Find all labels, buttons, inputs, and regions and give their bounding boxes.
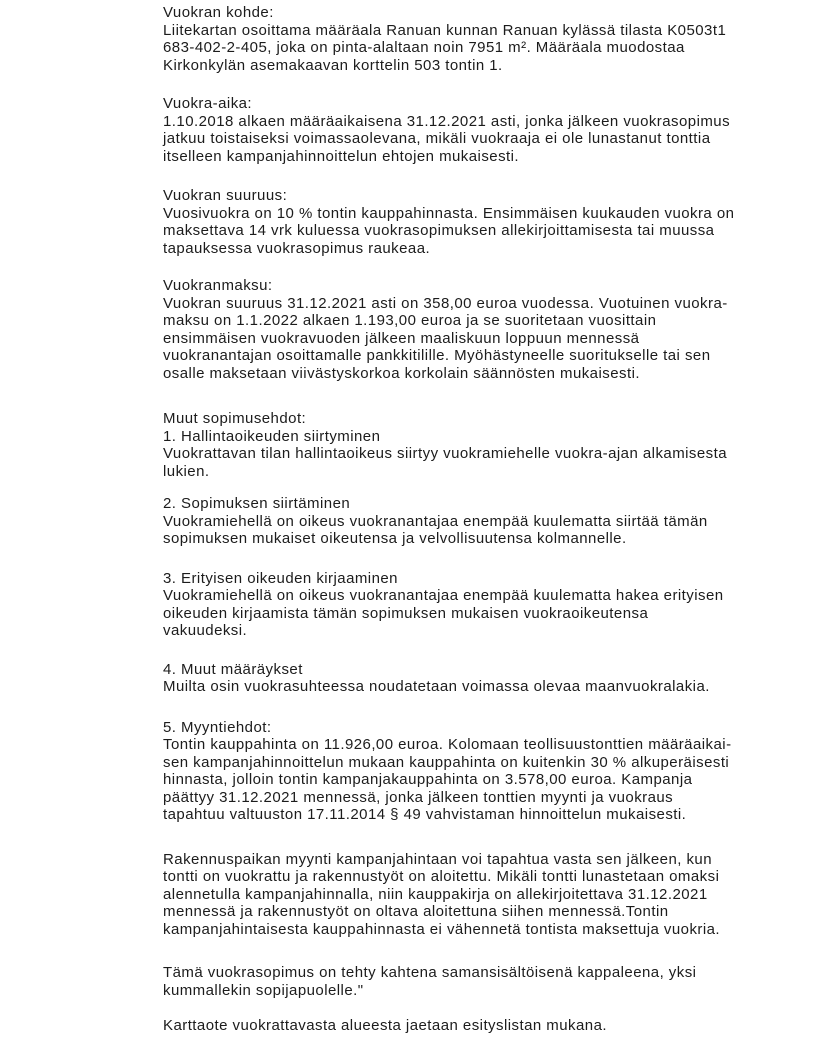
text-line: Karttaote vuokrattavasta alueesta jaetaan esityslistan mukana. xyxy=(163,1017,607,1034)
text-line: Liitekartan osoittama määräala Ranuan kunnan Ranuan kylässä tilasta K0503t1 xyxy=(163,21,727,39)
text-line: Muut sopimusehdot: xyxy=(163,410,307,427)
paragraph xyxy=(163,4,783,74)
text-line: Rakennuspaikan myynti kampanjahintaan voi tapahtua vasta sen jälkeen, kun xyxy=(163,850,713,868)
text-line: 1.10.2018 alkaen määräaikaisena 31.12.2021 asti, jonka jälkeen vuokrasopimus xyxy=(163,112,731,130)
text-line: oikeuden kirjaamista tämän sopimuksen mukaisen vuokraoikeutensa xyxy=(163,604,649,622)
text-line: Vuokran suuruus: xyxy=(163,187,288,204)
text-line: lukien. xyxy=(163,462,210,480)
text-line: tapauksessa vuokrasopimus raukeaa. xyxy=(163,239,431,257)
paragraph xyxy=(163,661,783,696)
paragraph xyxy=(163,410,783,480)
text-line: päättyy 31.12.2021 mennessä, jonka jälkeen tonttien myynti ja vuokraus xyxy=(163,788,674,806)
text-line: jatkuu toistaiseksi voimassaolevana, mikäli vuokraaja ei ole lunastanut tonttia xyxy=(163,130,711,147)
text-line: 683-402-2-405, joka on pinta-alaltaan noin 7951 m². Määräala muodostaa xyxy=(163,39,685,56)
text-line: sopimuksen mukaiset oikeutensa ja velvollisuutensa kolmannelle. xyxy=(163,530,627,547)
text-line: mennessä ja rakennustyöt on oltava aloitettuna siihen mennessä.Tontin xyxy=(163,903,669,920)
text-line: Vuokran suuruus 31.12.2021 asti on 358,00 euroa vuodessa. Vuotuinen vuokra- xyxy=(163,294,728,312)
text-line: Vuokramiehellä on oikeus vuokranantajaa enempää kuulematta siirtää tämän xyxy=(163,512,708,530)
text-line: hinnasta, jolloin tontin kampanjakauppahinta on 3.578,00 euroa. Kampanja xyxy=(163,771,693,788)
text-line: alennetulla kampanjahinnalla, niin kauppakirja on allekirjoitettava 31.12.2021 xyxy=(163,885,708,903)
text-line: Kirkonkylän asemakaavan korttelin 503 tontin 1. xyxy=(163,56,503,74)
text-line: Vuokra-aika: xyxy=(163,95,253,112)
paragraph xyxy=(163,187,783,257)
text-line: Muilta osin vuokrasuhteessa noudatetaan voimassa olevaa maanvuokralakia. xyxy=(163,678,710,695)
text-line: Vuokranmaksu: xyxy=(163,277,273,294)
text-line: Vuosivuokra on 10 % tontin kauppahinnasta. Ensimmäisen kuukauden vuokra on xyxy=(163,204,735,222)
paragraph xyxy=(163,570,783,640)
text-line: maksu on 1.1.2022 alkaen 1.193,00 euroa ja se suoritetaan vuosittain xyxy=(163,312,657,329)
text-line: tapahtuu valtuuston 17.11.2014 § 49 vahvistaman hinnoittelun mukaisesti. xyxy=(163,806,687,823)
paragraph xyxy=(163,95,783,165)
paragraph xyxy=(163,495,783,548)
text-line: 4. Muut määräykset xyxy=(163,660,303,678)
text-line: vuokranantajan osoittamalle pankkitilille. Myöhästyneelle suoritukselle tai sen xyxy=(163,347,711,364)
text-line: Vuokrattavan tilan hallintaoikeus siirtyy vuokramiehelle vuokra-ajan alkamisesta xyxy=(163,445,728,462)
paragraph xyxy=(163,1017,783,1035)
text-line: kampanjahintaisesta kauppahinnasta ei vähennetä tontista maksettuja vuokria. xyxy=(163,920,721,938)
text-line: itselleen kampanjahinnoittelun ehtojen mukaisesti. xyxy=(163,147,520,165)
text-line: vakuudeksi. xyxy=(163,622,248,639)
contract-text-body xyxy=(163,4,783,1035)
paragraph xyxy=(163,851,783,939)
text-line: ensimmäisen vuokravuoden jälkeen maaliskuun loppuun mennessä xyxy=(163,329,640,347)
text-line: Vuokran kohde: xyxy=(163,4,274,21)
text-line: Vuokramiehellä on oikeus vuokranantajaa enempää kuulematta hakea erityisen xyxy=(163,587,724,604)
text-line: 2. Sopimuksen siirtäminen xyxy=(163,495,351,512)
paragraph xyxy=(163,719,783,824)
text-line: 1. Hallintaoikeuden siirtyminen xyxy=(163,427,381,445)
text-line: Tontin kauppahinta on 11.926,00 euroa. Kolomaan teollisuustonttien määräaikai- xyxy=(163,736,732,753)
text-line: kummallekin sopijapuolelle." xyxy=(163,981,364,999)
paragraph xyxy=(163,964,783,999)
paragraph xyxy=(163,277,783,382)
text-line: osalle maksetaan viivästyskorkoa korkolain säännösten mukaisesti. xyxy=(163,364,640,382)
text-line: 5. Myyntiehdot: xyxy=(163,718,272,736)
text-line: sen kampanjahinnoittelun mukaan kauppahinta on kuitenkin 30 % alkuperäisesti xyxy=(163,753,730,771)
text-line: maksettava 14 vrk kuluessa vuokrasopimuksen allekirjoittamisesta tai muussa xyxy=(163,222,715,239)
text-line: tontti on vuokrattu ja rakennustyöt on aloitettu. Mikäli tontti lunastetaan omaksi xyxy=(163,868,720,885)
text-line: Tämä vuokrasopimus on tehty kahtena samansisältöisenä kappaleena, yksi xyxy=(163,964,697,981)
text-line: 3. Erityisen oikeuden kirjaaminen xyxy=(163,569,398,587)
